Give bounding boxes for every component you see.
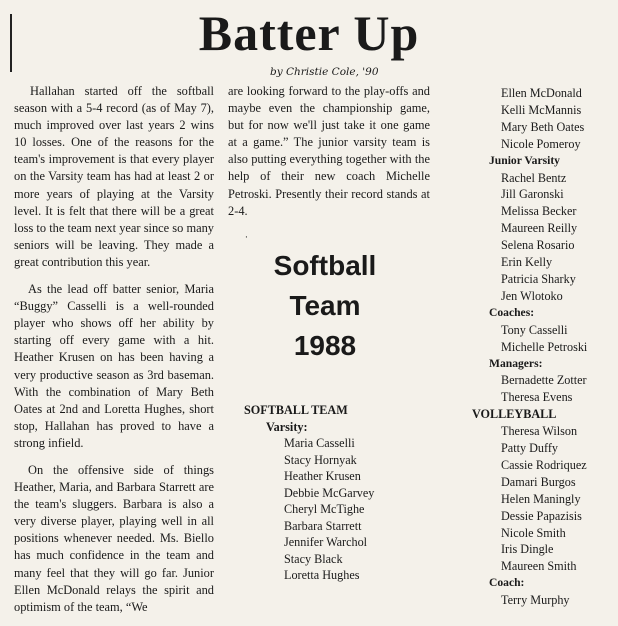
roster-name: Debbie McGarvey [284,485,375,500]
varsity-names-continued [472,85,618,153]
roster-name: Nicole Smith [501,525,566,540]
roster-column-3 [472,85,618,609]
paragraph: are looking forward to the play-offs and maybe even the championship game, but for now we'll just take it one game at a game.” The junior varsity team is also putting everything together with the help of their new coach Michelle Petroski. Presently their record stands at 2-4. [228,84,430,218]
roster-name: Iris Dingle [501,542,554,557]
roster-name: Dessie Papazisis [501,508,582,523]
roster-name: Loretta Hughes [284,568,360,582]
roster-title: SOFTBALL TEAM [244,403,348,417]
roster-name: Cheryl McTighe [284,502,365,516]
roster-name: Cassie Rodriquez [501,457,587,472]
roster-name: Maureen Reilly [501,221,578,236]
roster-name: Jen Wlotoko [501,288,563,303]
volleyball-coach-names [472,592,618,609]
feature-title [240,246,410,366]
roster-name: Selena Rosario [501,238,575,253]
article-column-2 [228,83,430,230]
roster-name: Helen Maningly [501,491,581,506]
roster-name: Michelle Petroski [501,339,588,354]
roster-section-label: Managers: [489,356,543,370]
feature-title-line: 1988 [293,330,357,361]
headline: Batter Up [198,5,420,61]
varsity-names [244,435,434,584]
roster-name: Erin Kelly [501,255,553,270]
roster-name: Bernadette Zotter [501,373,587,388]
roster-name: Theresa Evens [501,390,573,405]
roster-name: Jill Garonski [501,187,564,202]
paragraph: On the offensive side of things Heather, Maria, and Barbara Starrett are the team's sluggers. Barbara is also a very diverse player, playing well in all positions whenever needed. Ms. Biello has much confidence in the team and many feel that they will go far. Junior Ellen McDonald relays the spirit and optimism of the team, “We [14,462,214,614]
roster-name: Tony Casselli [501,322,568,337]
roster-name: Heather Krusen [284,469,361,483]
feature-title-line: Softball [273,250,377,281]
roster-list [244,402,434,584]
article-column-1 [14,83,214,626]
roster-section-label: Varsity: [266,419,308,434]
roster-name: Rachel Bentz [501,170,567,185]
print-speck: · [245,233,248,243]
coach-names [472,322,618,356]
feature-title-line: Team [289,290,361,321]
roster-name: Patty Duffy [501,441,558,456]
paragraph: Hallahan started off the softball season with a 5-4 record (as of May 7), much improved over last years 2 wins 10 losses. One of the reasons for the team's improvement is that every player on the Varsity team has had at least 2 or more years of playing at the Varsity level. It is felt that there will be a great loss to the team next year since so many seniors will be leaving. They made a great contribution this year. [14,84,214,269]
roster-section-label: Junior Varsity [489,153,560,167]
roster-name: Maria Casselli [284,436,355,450]
roster-name: Stacy Hornyak [284,452,357,467]
roster-name: Stacy Black [284,551,343,566]
byline: by Christie Cole, '90 [270,66,379,78]
roster-name: Maureen Smith [501,559,577,574]
roster-name: Theresa Wilson [501,424,578,439]
roster-section-label: Coaches: [489,305,535,319]
roster-name: Patricia Sharky [501,271,576,286]
volleyball-names [472,423,618,575]
roster-name: Damari Burgos [501,474,576,489]
roster-name: Barbara Starrett [284,518,362,533]
roster-name: Melissa Becker [501,204,577,219]
manager-names [472,372,618,406]
jv-names [472,170,618,305]
roster-name: Ellen McDonald [501,86,582,100]
roster-name: Terry Murphy [501,593,570,608]
roster-title: VOLLEYBALL [472,407,557,422]
roster-name: Nicole Pomeroy [501,136,581,151]
paragraph: As the lead off batter senior, Maria “Buggy” Casselli is a well-rounded player who shows off her ability by starting off every game with a hit. Heather Krusen on has been having a very productive season as 3rd baseman. With the combination of Mary Beth Oates at 2nd and Loretta Hughes, short stop, Hallahan has proved to have a strong infield. [14,282,214,450]
roster-name: Jennifer Warchol [284,535,368,549]
roster-name: Mary Beth Oates [501,119,585,134]
roster-name: Kelli McMannis [501,102,582,117]
roster-section-label: Coach: [489,576,525,590]
